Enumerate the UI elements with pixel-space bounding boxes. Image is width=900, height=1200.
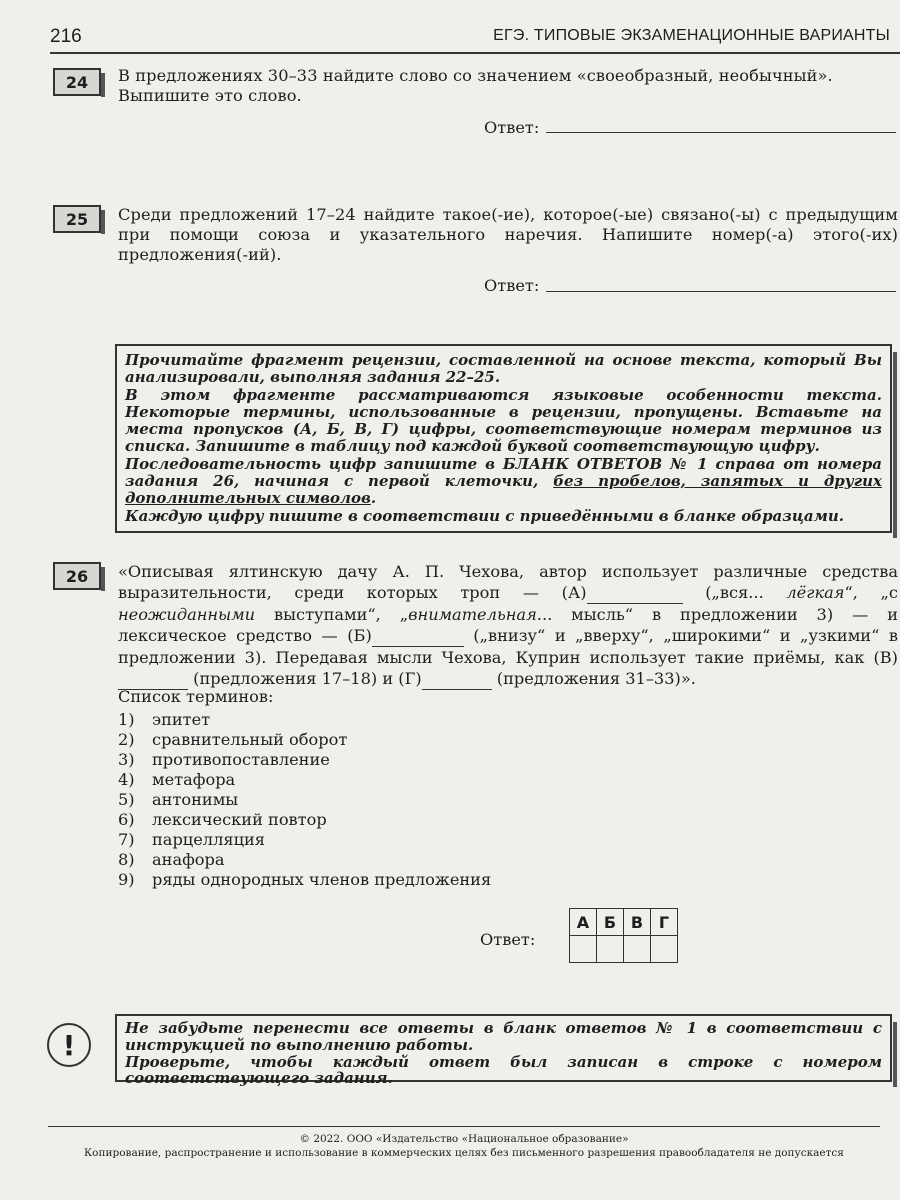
t26-s3i: неожиданными — [118, 605, 256, 624]
t26-s3: “, „с — [844, 583, 898, 602]
grid-header-v: В — [624, 909, 651, 936]
t26-s2i: лёгкая — [786, 583, 845, 602]
footer-rule — [48, 1126, 880, 1127]
gap-g[interactable] — [422, 668, 492, 690]
grid-cell-a[interactable] — [570, 936, 597, 963]
term-item: 9) ряды однородных членов предложения — [118, 870, 492, 889]
instruction-p3-end: . — [370, 489, 377, 508]
term-item: 3) противопоставление — [118, 750, 330, 769]
gap-b[interactable] — [372, 625, 464, 647]
grid-header-b: Б — [597, 909, 624, 936]
term-item: 2) сравнительный оборот — [118, 730, 348, 749]
terms-list-title: Список терминов: — [118, 687, 274, 706]
grid-cell-g[interactable] — [651, 936, 678, 963]
task-25-answer-label: Ответ: — [484, 276, 540, 295]
task-26-answer-label: Ответ: — [480, 930, 536, 949]
instruction-p4: Каждую цифру пишите в соответствии с приведёнными в бланке образцами. — [125, 506, 845, 525]
gap-a[interactable] — [587, 582, 683, 604]
instruction-box — [115, 344, 892, 533]
term-item: 1) эпитет — [118, 710, 211, 729]
terms-list — [118, 710, 491, 890]
task-25-answer-line[interactable] — [546, 279, 896, 292]
reminder-p2: Проверьте, чтобы каждый ответ был записан в строке с номером соответствующего задания. — [125, 1052, 882, 1088]
t26-s2: („вся... — [682, 583, 787, 602]
task-number-24: 24 — [53, 68, 101, 96]
task-24-text: В предложениях 30–33 найдите слово со значением «своеобразный, необычный». Выпишите это слово. — [118, 66, 833, 105]
grid-cell-v[interactable] — [624, 936, 651, 963]
task-26-text — [118, 561, 898, 690]
grid-header-a: А — [570, 909, 597, 936]
page-footer — [48, 1132, 880, 1160]
running-title: ЕГЭ. ТИПОВЫЕ ЭКЗАМЕНАЦИОННЫЕ ВАРИАНТЫ — [493, 27, 890, 44]
instruction-p3-start: Последовательность цифр запишите в БЛАНК ОТВЕТОВ № 1 справа от номера задания 26, начиная с первой клеточки, — [125, 454, 882, 491]
grid-header-g: Г — [651, 909, 678, 936]
footer-copyright: © 2022. ООО «Издательство «Национальное образование» — [299, 1133, 629, 1145]
t26-s8: (предложения 31–33)». — [491, 669, 696, 688]
footer-notice: Копирование, распространение и использование в коммерческих целях без письменного разрешения правообладателя не допускается — [84, 1147, 844, 1159]
term-item: 6) лексический повтор — [118, 810, 327, 829]
answer-grid — [569, 908, 678, 963]
instruction-p3 — [125, 456, 882, 508]
term-item: 7) парцелляция — [118, 830, 265, 849]
instruction-p2: В этом фрагменте рассматриваются языковые особенности текста. Некоторые термины, использованные в рецензии, пропущены. Вставьте на места пропусков (А, Б, В, Г) цифры, соответствующие номерам терминов из списка. Запишите в таблицу под каждой буквой соответствующую цифру. — [125, 385, 882, 456]
t26-s7: (предложения 17–18) и (Г) — [188, 669, 422, 688]
t26-s4i: внимательная — [408, 605, 537, 624]
instruction-p1: Прочитайте фрагмент рецензии, составленной на основе текста, который Вы анализировали, выполняя задания 22–25. — [125, 351, 882, 387]
term-item: 8) анафора — [118, 850, 225, 869]
t26-s4: выступами“, „ — [255, 605, 409, 624]
task-24-answer-label: Ответ: — [484, 118, 540, 137]
t26-s5: ... мысль“ в предложении 3) — и лексическое средство — (Б) — [118, 605, 898, 645]
header-rule — [50, 52, 900, 54]
instruction-p3-underlined: без пробелов, запятых и других дополнительных символов — [125, 472, 882, 508]
page-header — [50, 22, 890, 52]
reminder-p1: Не забудьте перенести все ответы в бланк ответов № 1 в соответствии с инструкцией по выполнению работы. — [125, 1019, 882, 1054]
reminder-box — [115, 1014, 892, 1088]
task-25-text: Среди предложений 17–24 найдите такое(-ие), которое(-ые) связано(-ы) с предыдущим при помощи союза и указательного наречия. Напишите номер(-а) этого(-их) предложения(-ий). — [118, 205, 898, 264]
exclamation-icon: ! — [47, 1023, 91, 1067]
t26-s1: «Описывая ялтинскую дачу А. П. Чехова, автор использует различные средства выразительности, среди которых троп — (А) — [118, 562, 898, 602]
grid-cell-b[interactable] — [597, 936, 624, 963]
term-item: 4) метафора — [118, 770, 236, 789]
task-number-26: 26 — [53, 562, 101, 590]
term-item: 5) антонимы — [118, 790, 239, 809]
page-number: 216 — [50, 26, 82, 47]
t26-s6: („внизу“ и „вверху“, „широкими“ и „узкими“ в предложении 3). Передавая мысли Чехова, Куприн использует такие приёмы, как (В) — [118, 626, 898, 667]
task-24-answer-line[interactable] — [546, 120, 896, 133]
task-number-25: 25 — [53, 205, 101, 233]
